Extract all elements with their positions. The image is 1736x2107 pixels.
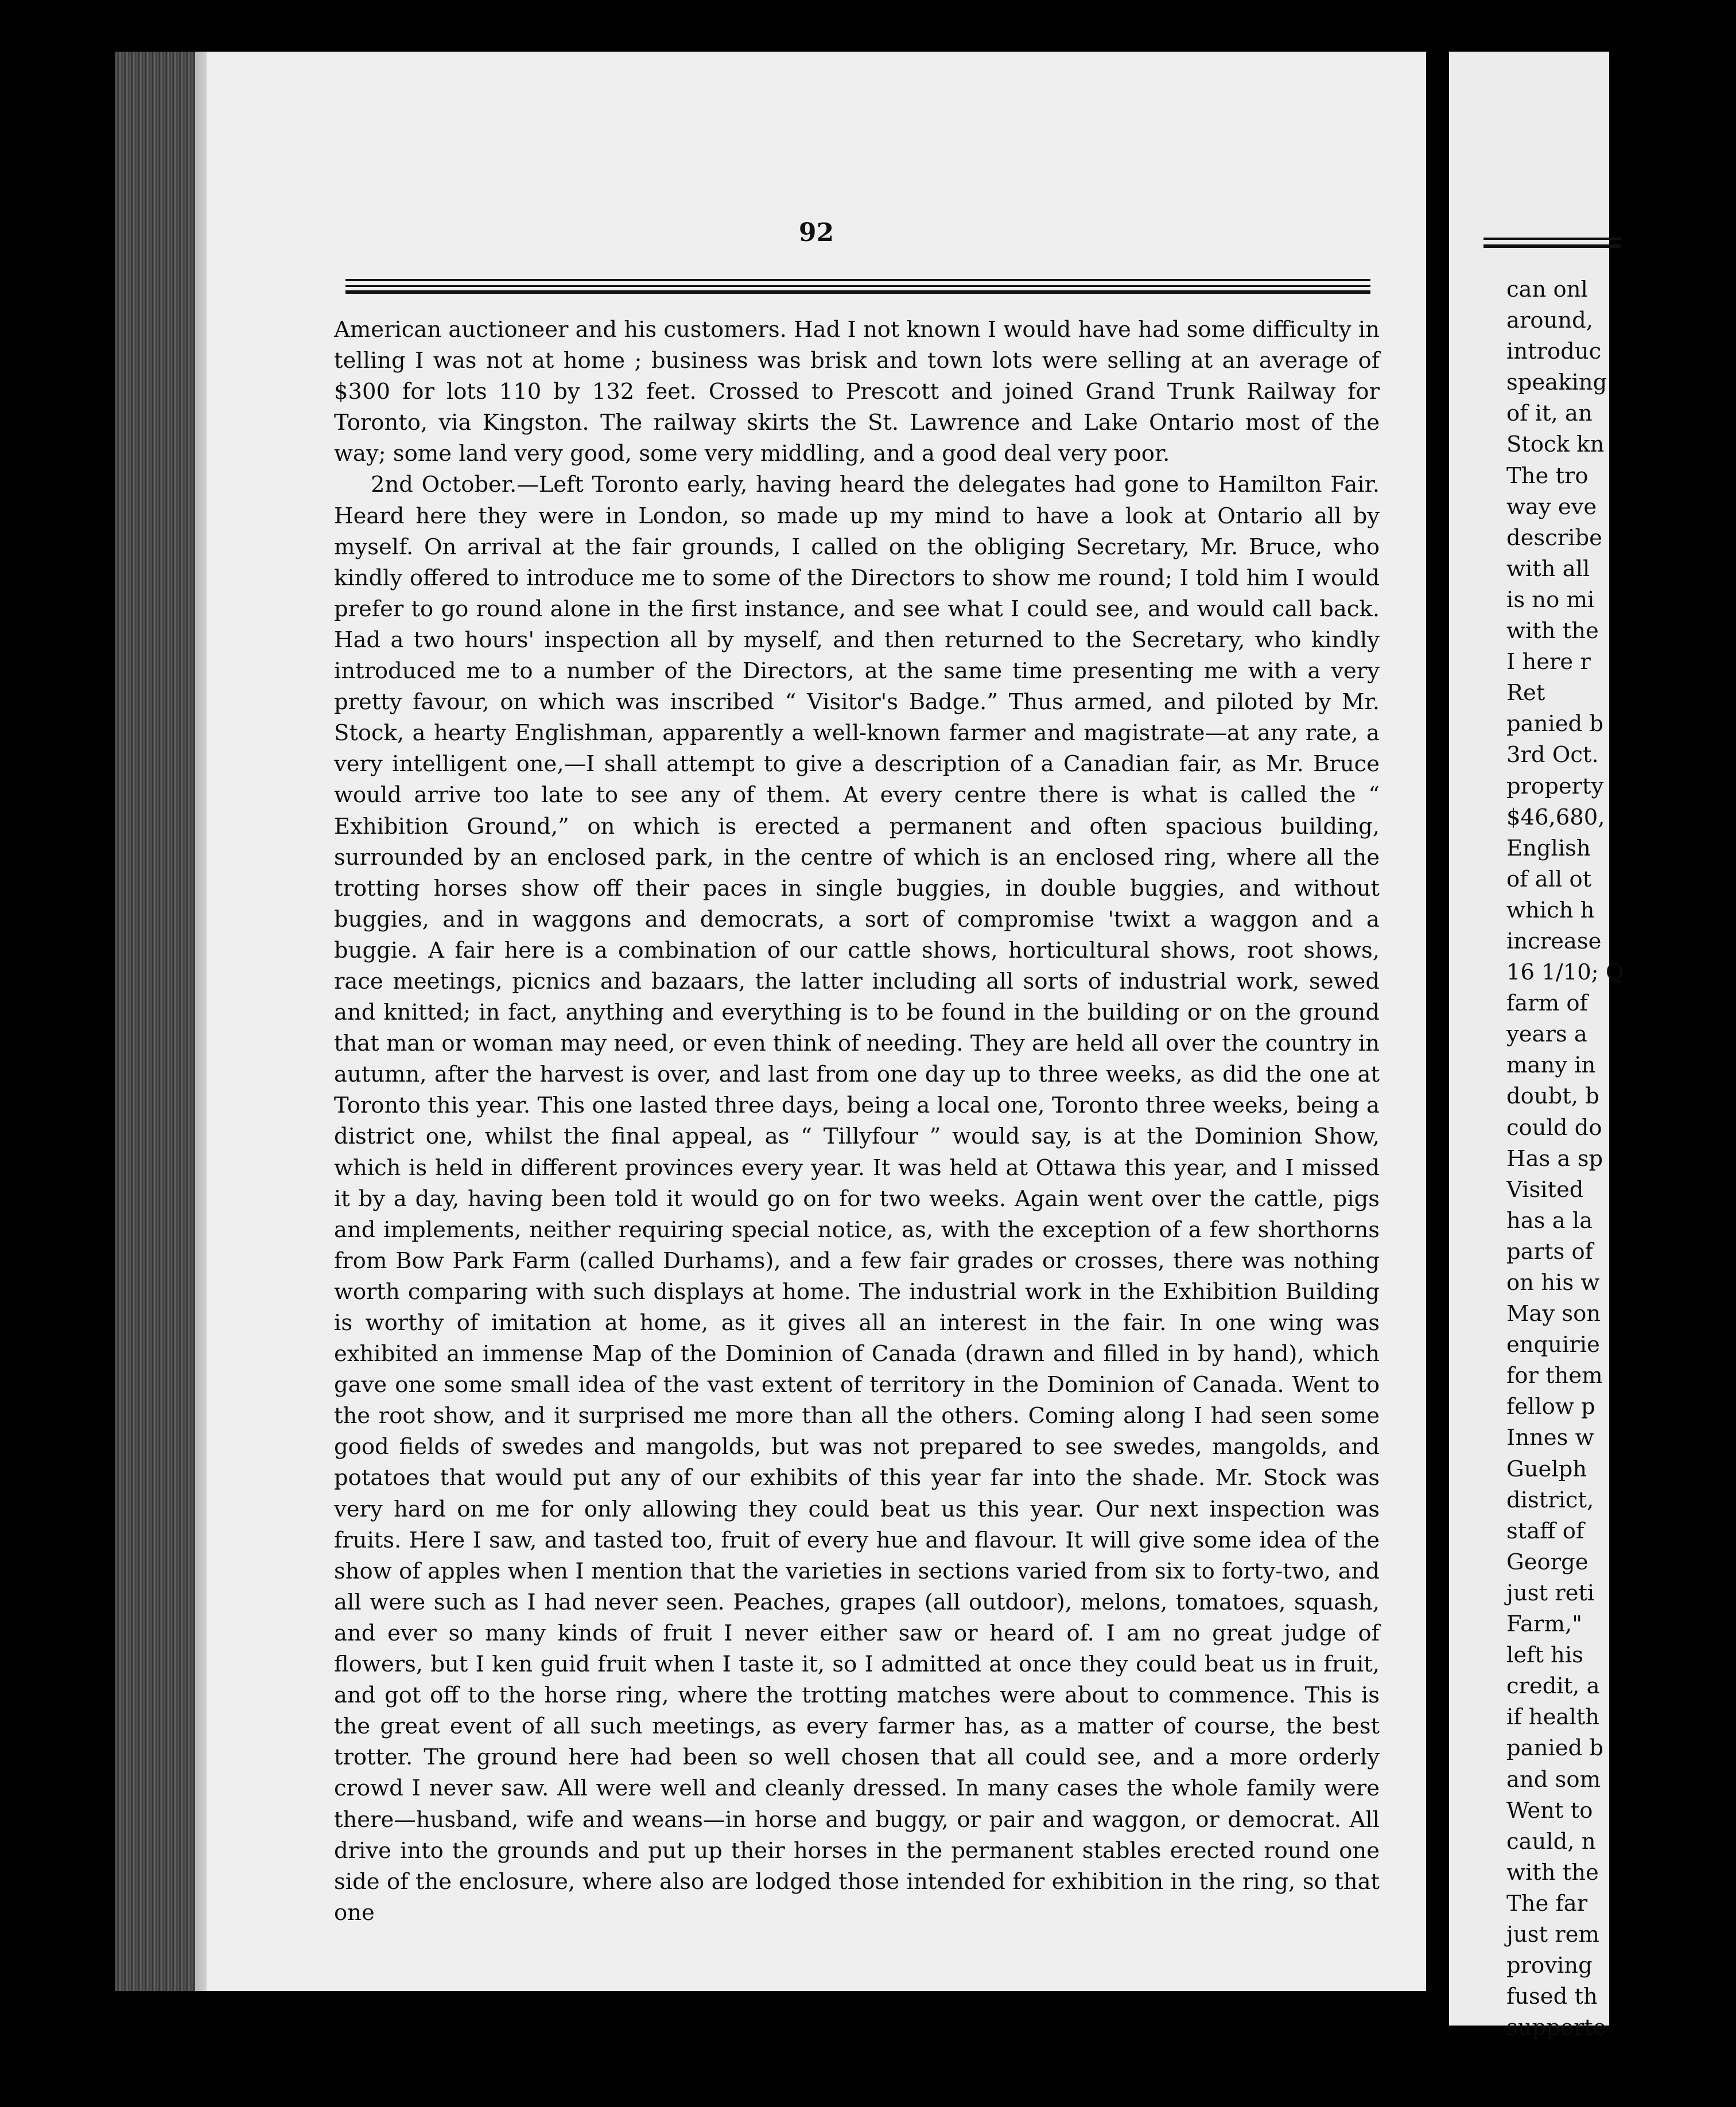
adjacent-page-line: increase: [1506, 928, 1602, 954]
paragraph-2nd-october: 2nd October.—Left Toronto early, having heard the delegates had gone to Hamilton Fair. Heard here they were in London, so made up my mind to have a look at Ontario all by myself. On arrival at the fair grounds, I called on the obliging Secretary, Mr. Bruce, who kindly offered to introduce me to some of the Directors to show me round; I told him I would prefer to go round alone in the first instance, and see what I could see, and would call back. Had a two hours' inspection all by myself, and then returned to the Secretary, who kindly introduced me to a number of the Directors, at the same time presenting me with a very pretty favour, on which was inscribed “ Visitor's Badge.” Thus armed, and piloted by Mr. Stock, a hearty Englishman, apparently a well-known farmer and magistrate—at any rate, a very intelligent one,—I shall attempt to give a description of a Canadian fair, as Mr. Bruce would arrive too late to see any of them. At every centre there is what is called the “ Exhibition Ground,” on which is erected a permanent and often spacious building, surrounded by an enclosed park, in the centre of which is an enclosed ring, where all the trotting horses show off their paces in single buggies, in double buggies, and without buggies, and in waggons and democrats, a sort of compromise 'twixt a waggon and a buggie. A fair here is a combination of our cattle shows, horticultural shows, root shows, race meetings, picnics and bazaars, the latter including all sorts of industrial work, sewed and knitted; in fact, anything and everything is to be found in the building or on the ground that man or woman may need, or even think of needing. They are held all over the country in autumn, after the harvest is over, and last from one day up to three weeks, as did the one at Toronto this year. This one lasted three days, being a local one, Toronto three weeks, being a district one, whilst the final appeal, as “ Tillyfour ” would say, is at the Dominion Show, which is held in different provinces every year. It was held at Ottawa this year, and I missed it by a day, having been told it would go on for two weeks. Again went over the cattle, pigs and implements, neither requiring special notice, as, with the exception of a few shorthorns from Bow Park Farm (called Durhams), and a few fair grades or crosses, there was nothing worth comparing with such displays at home. The industrial work in the Exhibition Building is worthy of imitation at home, as it gives all an interest in the fair. In one wing was exhibited an immense Map of the Dominion of Canada (drawn and filled in by hand), which gave one some small idea of the vast extent of territory in the Dominion of Canada. Went to the root show, and it surprised me more than all the others. Coming along I had seen some good fields of swedes and mangolds, but was not prepared to see swedes, mangolds, and potatoes that would put any of our exhibits of this year far into the shade. Mr. Stock was very hard on me for only allowing they could beat us this year. Our next inspection was fruits. Here I saw, and tasted too, fruit of every hue and flavour. It will give some idea of the show of apples when I mention that the varieties in sections varied from six to forty-two, and all were such as I had never seen. Peaches, grapes (all outdoor), melons, tomatoes, squash, and ever so many kinds of fruit I never either saw or heard of. I am no great judge of flowers, but I ken guid fruit when I taste it, so I admitted at once they could beat us in fruit, and got off to the horse ring, where the trotting matches were about to commence. This is the great event of all such meetings, as every farmer has, as a matter of course, the best trotter. The ground here had been so well chosen that all could see, and a more orderly crowd I never saw. All were well and cleanly dressed. In many cases the whole family were there—husband, wife and weans—in horse and buggy, or pair and waggon, or democrat. All drive into the grounds and put up their horses in the permanent stables erected round one side of the enclosure, where also are lodged those intended for exhibition in the ring, so that one: [334, 472, 1380, 1926]
adjacent-page-line: has a la: [1506, 1207, 1593, 1234]
adjacent-page-line: proving: [1506, 1953, 1593, 1979]
adjacent-page-line: just reti: [1506, 1580, 1595, 1606]
adjacent-page-line: I here r: [1506, 649, 1591, 675]
adjacent-page-line: panied b: [1506, 1735, 1604, 1762]
adjacent-page-line: Farm,": [1506, 1611, 1582, 1638]
header-rule-bottom: [345, 290, 1370, 294]
adjacent-page-line: describe: [1506, 524, 1602, 551]
adjacent-page-line: with the: [1506, 1859, 1599, 1886]
adjacent-page-line: Visited: [1506, 1176, 1584, 1203]
adjacent-page-line: fellow p: [1506, 1394, 1595, 1420]
adjacent-page-line: English: [1506, 835, 1591, 861]
adjacent-page-line: years a: [1506, 1021, 1587, 1048]
adjacent-header-rule-bottom: [1483, 244, 1621, 248]
adjacent-page-line: panied b: [1506, 711, 1604, 737]
adjacent-page-line: could do: [1506, 1114, 1602, 1141]
adjacent-header-rule-top: [1483, 238, 1621, 240]
adjacent-page-line: way eve: [1506, 493, 1597, 520]
adjacent-page-line: of it, an: [1506, 401, 1593, 427]
adjacent-page-line: Innes w: [1506, 1425, 1594, 1451]
adjacent-page-cropped: [1449, 52, 1624, 2041]
adjacent-page-text: [1506, 274, 1736, 2043]
adjacent-page-line: staff of: [1506, 1518, 1584, 1544]
adjacent-page-line: around,: [1506, 308, 1594, 334]
adjacent-page-line: 3rd Oct.: [1506, 742, 1599, 768]
adjacent-page-line: farm of: [1506, 990, 1588, 1017]
adjacent-page-line: for them: [1506, 1363, 1603, 1389]
adjacent-page-line: Guelph: [1506, 1456, 1587, 1482]
adjacent-page-line: which h: [1506, 897, 1595, 923]
adjacent-page-line: speaking: [1506, 370, 1607, 396]
adjacent-page-line: credit, a: [1506, 1673, 1600, 1700]
adjacent-page-line: with the: [1506, 618, 1599, 644]
adjacent-page-line: many in: [1506, 1052, 1596, 1079]
page-body-text: [334, 314, 1380, 1929]
adjacent-page-line: 16 1/10; Q: [1506, 959, 1624, 986]
adjacent-page-line: fused th: [1506, 1984, 1598, 2010]
adjacent-page-line: introduc: [1506, 339, 1602, 365]
adjacent-page-line: doubt, b: [1506, 1083, 1599, 1110]
adjacent-page-line: The tro: [1506, 462, 1589, 489]
adjacent-page-line: parts of: [1506, 1238, 1593, 1265]
adjacent-page-line: just rem: [1506, 1921, 1599, 1947]
adjacent-page-line: is no mi: [1506, 586, 1595, 613]
paragraph-continuation: American auctioneer and his customers. Had I not known I would have had some difficulty in telling I was not at home ; business was brisk and town lots were selling at an average of $300 for lots 110 by 132 feet. Crossed to Prescott and joined Grand Trunk Railway for Toronto, via Kingston. The railway skirts the St. Lawrence and Lake Ontario most of the way; some land very good, some very middling, and a good deal very poor.: [334, 317, 1380, 467]
adjacent-page-line: enquirie: [1506, 1332, 1600, 1358]
header-rule-middle: [345, 285, 1370, 287]
adjacent-page-line: supporte: [1506, 2015, 1606, 2041]
adjacent-page-line: on his w: [1506, 1270, 1600, 1296]
adjacent-page-line: and som: [1506, 1766, 1601, 1793]
adjacent-page-line: property: [1506, 773, 1604, 799]
adjacent-page-line: $46,680,: [1506, 804, 1605, 830]
adjacent-page-line: district,: [1506, 1487, 1594, 1513]
adjacent-page-line: May son: [1506, 1301, 1601, 1327]
adjacent-page-line: left his: [1506, 1642, 1583, 1669]
adjacent-page-line: with all: [1506, 555, 1590, 582]
book-page: [207, 52, 1426, 1991]
adjacent-page-line: Went to: [1506, 1797, 1593, 1824]
adjacent-page-line: Ret: [1506, 680, 1545, 706]
adjacent-page-line: The far: [1506, 1890, 1588, 1916]
adjacent-page-line: cauld, n: [1506, 1828, 1596, 1855]
page-number: 92: [798, 218, 834, 247]
adjacent-page-line: George: [1506, 1549, 1589, 1575]
adjacent-page-line: Has a sp: [1506, 1145, 1603, 1172]
header-rule-top: [345, 279, 1370, 281]
adjacent-page-line: if health: [1506, 1704, 1599, 1731]
adjacent-page-line: of all ot: [1506, 866, 1592, 892]
adjacent-page-line: can onl: [1506, 277, 1588, 302]
adjacent-page-line: Stock kn: [1506, 431, 1605, 458]
